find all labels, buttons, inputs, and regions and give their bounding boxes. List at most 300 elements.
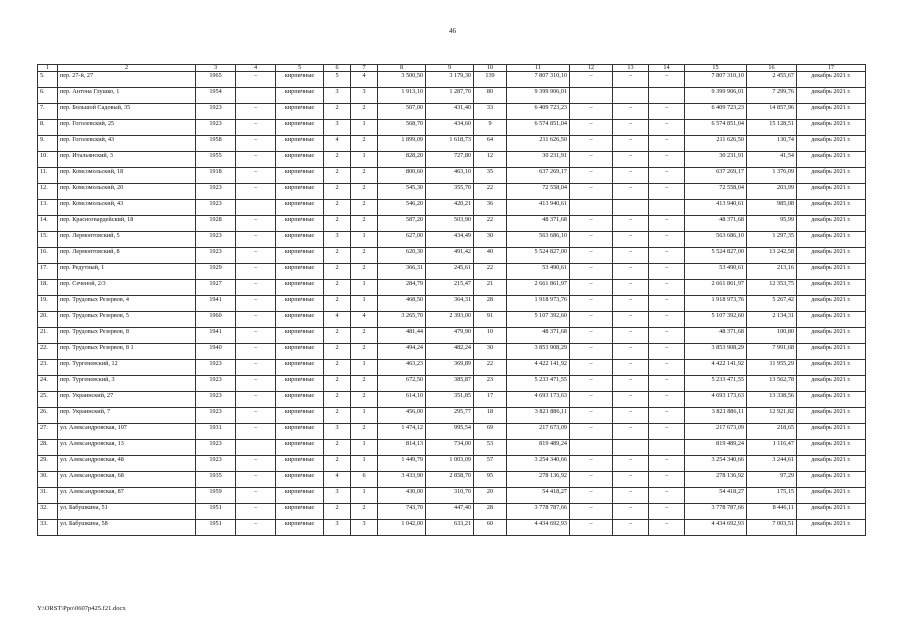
col-14-cell: – bbox=[649, 392, 685, 408]
row-number-cell: 16. bbox=[38, 248, 58, 264]
floors-cell: 4 bbox=[324, 136, 351, 152]
year-built-cell: 1955 bbox=[196, 152, 236, 168]
cost-per-sqm-cell: 213,16 bbox=[747, 264, 797, 280]
col-13-cell: – bbox=[613, 136, 649, 152]
table-row bbox=[38, 232, 866, 248]
col-13-cell: – bbox=[613, 408, 649, 424]
cost-total-cell: 217 673,09 bbox=[507, 424, 570, 440]
col-13-cell: – bbox=[613, 264, 649, 280]
address-cell: пер. Сеченой, 2/3 bbox=[58, 280, 196, 296]
wall-material-cell: кирпичные bbox=[276, 296, 324, 312]
col-13-cell: – bbox=[613, 104, 649, 120]
row-number-cell: 13. bbox=[38, 200, 58, 216]
residents-cell: 28 bbox=[474, 504, 507, 520]
col-14-cell: – bbox=[649, 312, 685, 328]
col-14-cell: – bbox=[649, 488, 685, 504]
cost-total-cell: 3 254 340,66 bbox=[507, 456, 570, 472]
col-13-cell: – bbox=[613, 456, 649, 472]
row-number-cell: 17. bbox=[38, 264, 58, 280]
year-built-cell: 1923 bbox=[196, 456, 236, 472]
col-4-cell: – bbox=[236, 104, 276, 120]
wall-material-cell: кирпичные bbox=[276, 344, 324, 360]
cost-repair-cell: 3 853 908,29 bbox=[685, 344, 747, 360]
cost-total-cell: 54 418,27 bbox=[507, 488, 570, 504]
deadline-cell: декабрь 2021 г. bbox=[797, 168, 866, 184]
entrances-cell: 3 bbox=[351, 88, 378, 104]
col-13-cell: – bbox=[613, 504, 649, 520]
address-cell: пер. Комсомольский, 43 bbox=[58, 200, 196, 216]
living-area-cell: 1 618,73 bbox=[426, 136, 474, 152]
floors-cell: 2 bbox=[324, 200, 351, 216]
col-14-cell: – bbox=[649, 296, 685, 312]
row-number-cell: 5. bbox=[38, 72, 58, 88]
deadline-cell: декабрь 2021 г. bbox=[797, 488, 866, 504]
year-built-cell: 1960 bbox=[196, 312, 236, 328]
entrances-cell: 2 bbox=[351, 392, 378, 408]
table-row bbox=[38, 168, 866, 184]
entrances-cell: 2 bbox=[351, 328, 378, 344]
footer-file-path: Y:\ORST\Ppo\0607p425.f21.docx bbox=[37, 605, 126, 612]
column-number-cell: 14 bbox=[649, 65, 685, 72]
table-row bbox=[38, 440, 866, 456]
residents-cell: 95 bbox=[474, 472, 507, 488]
deadline-cell: декабрь 2021 г. bbox=[797, 264, 866, 280]
year-built-cell: 1965 bbox=[196, 72, 236, 88]
table-row bbox=[38, 472, 866, 488]
cost-total-cell: 3 853 908,29 bbox=[507, 344, 570, 360]
cost-repair-cell: 48 371,68 bbox=[685, 328, 747, 344]
table-row bbox=[38, 376, 866, 392]
cost-repair-cell: 48 371,68 bbox=[685, 216, 747, 232]
total-area-cell: 456,00 bbox=[378, 408, 426, 424]
year-built-cell: 1940 bbox=[196, 344, 236, 360]
total-area-cell: 620,30 bbox=[378, 248, 426, 264]
col-12-cell: – bbox=[570, 488, 613, 504]
wall-material-cell: кирпичные bbox=[276, 216, 324, 232]
floors-cell: 2 bbox=[324, 152, 351, 168]
col-4-cell bbox=[236, 200, 276, 216]
col-4-cell: – bbox=[236, 328, 276, 344]
column-number-cell: 17 bbox=[797, 65, 866, 72]
col-12-cell: – bbox=[570, 168, 613, 184]
column-number-cell: 6 bbox=[324, 65, 351, 72]
cost-total-cell: 48 371,68 bbox=[507, 216, 570, 232]
residents-cell: 69 bbox=[474, 424, 507, 440]
col-14-cell: – bbox=[649, 360, 685, 376]
col-12-cell: – bbox=[570, 232, 613, 248]
table-row bbox=[38, 488, 866, 504]
table-row bbox=[38, 504, 866, 520]
floors-cell: 2 bbox=[324, 280, 351, 296]
entrances-cell: 2 bbox=[351, 376, 378, 392]
year-built-cell: 1918 bbox=[196, 168, 236, 184]
cost-total-cell: 563 686,10 bbox=[507, 232, 570, 248]
col-12-cell: – bbox=[570, 120, 613, 136]
living-area-cell: 2 858,70 bbox=[426, 472, 474, 488]
col-4-cell: – bbox=[236, 312, 276, 328]
col-13-cell: – bbox=[613, 184, 649, 200]
col-12-cell: – bbox=[570, 408, 613, 424]
year-built-cell: 1923 bbox=[196, 392, 236, 408]
cost-per-sqm-cell: 12 921,82 bbox=[747, 408, 797, 424]
residents-cell: 33 bbox=[474, 104, 507, 120]
deadline-cell: декабрь 2021 г. bbox=[797, 88, 866, 104]
entrances-cell: 1 bbox=[351, 280, 378, 296]
wall-material-cell: кирпичные bbox=[276, 456, 324, 472]
column-number-cell: 16 bbox=[747, 65, 797, 72]
col-12-cell bbox=[570, 440, 613, 456]
residents-cell: 17 bbox=[474, 392, 507, 408]
total-area-cell: 481,44 bbox=[378, 328, 426, 344]
deadline-cell: декабрь 2021 г. bbox=[797, 456, 866, 472]
entrances-cell: 2 bbox=[351, 168, 378, 184]
col-13-cell: – bbox=[613, 344, 649, 360]
cost-total-cell: 2 661 861,97 bbox=[507, 280, 570, 296]
residents-cell: 139 bbox=[474, 72, 507, 88]
cost-repair-cell: 3 778 787,66 bbox=[685, 504, 747, 520]
page-number: 46 bbox=[449, 27, 456, 35]
floors-cell: 2 bbox=[324, 264, 351, 280]
residents-cell: 23 bbox=[474, 376, 507, 392]
column-number-cell: 15 bbox=[685, 65, 747, 72]
year-built-cell: 1923 bbox=[196, 376, 236, 392]
floors-cell: 3 bbox=[324, 488, 351, 504]
deadline-cell: декабрь 2021 г. bbox=[797, 136, 866, 152]
col-13-cell: – bbox=[613, 376, 649, 392]
residents-cell: 80 bbox=[474, 88, 507, 104]
living-area-cell: 434,49 bbox=[426, 232, 474, 248]
residents-cell: 36 bbox=[474, 200, 507, 216]
row-number-cell: 27. bbox=[38, 424, 58, 440]
col-14-cell: – bbox=[649, 472, 685, 488]
cost-per-sqm-cell: 13 242,58 bbox=[747, 248, 797, 264]
address-cell: ул. Александровская, 13 bbox=[58, 440, 196, 456]
cost-repair-cell: 3 821 886,11 bbox=[685, 408, 747, 424]
residents-cell: 21 bbox=[474, 280, 507, 296]
col-12-cell: – bbox=[570, 312, 613, 328]
year-built-cell: 1923 bbox=[196, 184, 236, 200]
col-4-cell: – bbox=[236, 136, 276, 152]
cost-total-cell: 5 524 827,00 bbox=[507, 248, 570, 264]
deadline-cell: декабрь 2021 г. bbox=[797, 232, 866, 248]
row-number-cell: 19. bbox=[38, 296, 58, 312]
residents-cell: 22 bbox=[474, 360, 507, 376]
col-12-cell: – bbox=[570, 216, 613, 232]
entrances-cell: 1 bbox=[351, 120, 378, 136]
col-4-cell: – bbox=[236, 216, 276, 232]
wall-material-cell: кирпичные bbox=[276, 376, 324, 392]
col-14-cell: – bbox=[649, 248, 685, 264]
cost-per-sqm-cell: 8 446,11 bbox=[747, 504, 797, 520]
living-area-cell: 3 179,30 bbox=[426, 72, 474, 88]
total-area-cell: 814,13 bbox=[378, 440, 426, 456]
column-number-cell: 10 bbox=[474, 65, 507, 72]
cost-total-cell: 6 409 723,23 bbox=[507, 104, 570, 120]
cost-per-sqm-cell: 14 857,96 bbox=[747, 104, 797, 120]
column-number-cell: 9 bbox=[426, 65, 474, 72]
col-12-cell: – bbox=[570, 136, 613, 152]
column-number-cell: 11 bbox=[507, 65, 570, 72]
living-area-cell: 463,10 bbox=[426, 168, 474, 184]
col-12-cell: – bbox=[570, 296, 613, 312]
cost-per-sqm-cell: 218,65 bbox=[747, 424, 797, 440]
cost-per-sqm-cell: 2 134,31 bbox=[747, 312, 797, 328]
col-4-cell: – bbox=[236, 280, 276, 296]
col-12-cell bbox=[570, 88, 613, 104]
cost-per-sqm-cell: 175,15 bbox=[747, 488, 797, 504]
row-number-cell: 9. bbox=[38, 136, 58, 152]
total-area-cell: 1 899,09 bbox=[378, 136, 426, 152]
residents-cell: 60 bbox=[474, 520, 507, 536]
col-13-cell: – bbox=[613, 360, 649, 376]
wall-material-cell: кирпичные bbox=[276, 472, 324, 488]
wall-material-cell: кирпичные bbox=[276, 72, 324, 88]
residents-cell: 10 bbox=[474, 328, 507, 344]
entrances-cell: 2 bbox=[351, 424, 378, 440]
cost-per-sqm-cell: 7 299,76 bbox=[747, 88, 797, 104]
row-number-cell: 11. bbox=[38, 168, 58, 184]
entrances-cell: 2 bbox=[351, 216, 378, 232]
cost-total-cell: 5 233 471,55 bbox=[507, 376, 570, 392]
row-number-cell: 31. bbox=[38, 488, 58, 504]
col-4-cell: – bbox=[236, 72, 276, 88]
row-number-cell: 24. bbox=[38, 376, 58, 392]
deadline-cell: декабрь 2021 г. bbox=[797, 472, 866, 488]
cost-repair-cell: 9 399 906,01 bbox=[685, 88, 747, 104]
cost-repair-cell: 6 574 851,04 bbox=[685, 120, 747, 136]
living-area-cell: 447,40 bbox=[426, 504, 474, 520]
col-12-cell: – bbox=[570, 72, 613, 88]
col-12-cell: – bbox=[570, 184, 613, 200]
entrances-cell: 2 bbox=[351, 264, 378, 280]
col-4-cell: – bbox=[236, 424, 276, 440]
cost-per-sqm-cell: 985,08 bbox=[747, 200, 797, 216]
floors-cell: 3 bbox=[324, 232, 351, 248]
column-number-cell: 8 bbox=[378, 65, 426, 72]
entrances-cell: 6 bbox=[351, 472, 378, 488]
column-number-cell: 1 bbox=[38, 65, 58, 72]
cost-repair-cell: 5 107 392,60 bbox=[685, 312, 747, 328]
residents-cell: 57 bbox=[474, 456, 507, 472]
residents-cell: 35 bbox=[474, 168, 507, 184]
table-row bbox=[38, 520, 866, 536]
table-row bbox=[38, 104, 866, 120]
col-14-cell: – bbox=[649, 280, 685, 296]
total-area-cell: 828,20 bbox=[378, 152, 426, 168]
entrances-cell: 2 bbox=[351, 248, 378, 264]
deadline-cell: декабрь 2021 г. bbox=[797, 72, 866, 88]
col-4-cell: – bbox=[236, 360, 276, 376]
year-built-cell: 1954 bbox=[196, 88, 236, 104]
residents-cell: 30 bbox=[474, 344, 507, 360]
col-14-cell: – bbox=[649, 104, 685, 120]
living-area-cell: 385,87 bbox=[426, 376, 474, 392]
living-area-cell: 479,90 bbox=[426, 328, 474, 344]
wall-material-cell: кирпичные bbox=[276, 408, 324, 424]
cost-total-cell: 72 558,04 bbox=[507, 184, 570, 200]
cost-total-cell: 819 489,24 bbox=[507, 440, 570, 456]
deadline-cell: декабрь 2021 г. bbox=[797, 216, 866, 232]
col-12-cell: – bbox=[570, 456, 613, 472]
col-14-cell: – bbox=[649, 520, 685, 536]
cost-total-cell: 4 434 692,93 bbox=[507, 520, 570, 536]
total-area-cell: 627,00 bbox=[378, 232, 426, 248]
total-area-cell: 1 913,10 bbox=[378, 88, 426, 104]
floors-cell: 3 bbox=[324, 424, 351, 440]
cost-total-cell: 5 107 392,60 bbox=[507, 312, 570, 328]
col-4-cell bbox=[236, 440, 276, 456]
cost-repair-cell: 819 489,24 bbox=[685, 440, 747, 456]
deadline-cell: декабрь 2021 г. bbox=[797, 440, 866, 456]
col-13-cell: – bbox=[613, 520, 649, 536]
year-built-cell: 1941 bbox=[196, 328, 236, 344]
floors-cell: 2 bbox=[324, 376, 351, 392]
wall-material-cell: кирпичные bbox=[276, 232, 324, 248]
col-4-cell: – bbox=[236, 456, 276, 472]
col-12-cell: – bbox=[570, 392, 613, 408]
wall-material-cell: кирпичные bbox=[276, 328, 324, 344]
row-number-cell: 29. bbox=[38, 456, 58, 472]
col-4-cell: – bbox=[236, 472, 276, 488]
address-cell: пер. Украинский, 7 bbox=[58, 408, 196, 424]
table-row bbox=[38, 392, 866, 408]
deadline-cell: декабрь 2021 г. bbox=[797, 520, 866, 536]
row-number-cell: 33. bbox=[38, 520, 58, 536]
floors-cell: 5 bbox=[324, 72, 351, 88]
cost-total-cell: 413 940,61 bbox=[507, 200, 570, 216]
cost-per-sqm-cell: 7 991,68 bbox=[747, 344, 797, 360]
wall-material-cell: кирпичные bbox=[276, 280, 324, 296]
col-4-cell: – bbox=[236, 504, 276, 520]
living-area-cell: 364,31 bbox=[426, 296, 474, 312]
table-row bbox=[38, 344, 866, 360]
table-row bbox=[38, 72, 866, 88]
cost-per-sqm-cell: 95,99 bbox=[747, 216, 797, 232]
row-number-cell: 28. bbox=[38, 440, 58, 456]
cost-per-sqm-cell: 1 376,09 bbox=[747, 168, 797, 184]
cost-per-sqm-cell: 12 353,75 bbox=[747, 280, 797, 296]
col-12-cell: – bbox=[570, 360, 613, 376]
total-area-cell: 284,79 bbox=[378, 280, 426, 296]
floors-cell: 2 bbox=[324, 440, 351, 456]
living-area-cell: 633,21 bbox=[426, 520, 474, 536]
cost-per-sqm-cell: 15 128,51 bbox=[747, 120, 797, 136]
living-area-cell: 491,42 bbox=[426, 248, 474, 264]
year-built-cell: 1923 bbox=[196, 104, 236, 120]
entrances-cell: 4 bbox=[351, 312, 378, 328]
cost-repair-cell: 4 693 173,63 bbox=[685, 392, 747, 408]
table-row bbox=[38, 216, 866, 232]
address-cell: пер. Большой Садовый, 35 bbox=[58, 104, 196, 120]
floors-cell: 2 bbox=[324, 456, 351, 472]
cost-repair-cell: 7 807 310,10 bbox=[685, 72, 747, 88]
deadline-cell: декабрь 2021 г. bbox=[797, 200, 866, 216]
deadline-cell: декабрь 2021 г. bbox=[797, 296, 866, 312]
wall-material-cell: кирпичные bbox=[276, 424, 324, 440]
col-14-cell: – bbox=[649, 376, 685, 392]
floors-cell: 2 bbox=[324, 408, 351, 424]
col-13-cell: – bbox=[613, 216, 649, 232]
table-row bbox=[38, 264, 866, 280]
cost-repair-cell: 4 434 692,93 bbox=[685, 520, 747, 536]
floors-cell: 2 bbox=[324, 344, 351, 360]
total-area-cell: 1 474,12 bbox=[378, 424, 426, 440]
address-cell: пер. Трудовых Резервов, 8 bbox=[58, 328, 196, 344]
col-4-cell: – bbox=[236, 248, 276, 264]
total-area-cell: 494,24 bbox=[378, 344, 426, 360]
row-number-cell: 30. bbox=[38, 472, 58, 488]
cost-repair-cell: 217 673,09 bbox=[685, 424, 747, 440]
year-built-cell: 1929 bbox=[196, 264, 236, 280]
year-built-cell: 1958 bbox=[196, 136, 236, 152]
cost-per-sqm-cell: 41,54 bbox=[747, 152, 797, 168]
col-13-cell: – bbox=[613, 328, 649, 344]
residents-cell: 22 bbox=[474, 216, 507, 232]
total-area-cell: 3 265,70 bbox=[378, 312, 426, 328]
row-number-cell: 26. bbox=[38, 408, 58, 424]
year-built-cell: 1927 bbox=[196, 280, 236, 296]
column-number-cell: 3 bbox=[196, 65, 236, 72]
col-12-cell: – bbox=[570, 104, 613, 120]
col-13-cell: – bbox=[613, 392, 649, 408]
year-built-cell: 1951 bbox=[196, 504, 236, 520]
total-area-cell: 1 449,79 bbox=[378, 456, 426, 472]
column-number-cell: 2 bbox=[58, 65, 196, 72]
registry-table bbox=[37, 64, 866, 536]
col-14-cell: – bbox=[649, 424, 685, 440]
cost-repair-cell: 278 136,92 bbox=[685, 472, 747, 488]
col-4-cell: – bbox=[236, 392, 276, 408]
address-cell: ул. Александровская, 107 bbox=[58, 424, 196, 440]
floors-cell: 3 bbox=[324, 120, 351, 136]
row-number-cell: 32. bbox=[38, 504, 58, 520]
living-area-cell: 310,70 bbox=[426, 488, 474, 504]
col-4-cell: – bbox=[236, 184, 276, 200]
col-12-cell: – bbox=[570, 152, 613, 168]
year-built-cell: 1923 bbox=[196, 200, 236, 216]
column-number-cell: 13 bbox=[613, 65, 649, 72]
residents-cell: 53 bbox=[474, 440, 507, 456]
row-number-cell: 23. bbox=[38, 360, 58, 376]
col-13-cell: – bbox=[613, 280, 649, 296]
address-cell: пер. Антона Глушко, 1 bbox=[58, 88, 196, 104]
address-cell: пер. Украинский, 27 bbox=[58, 392, 196, 408]
total-area-cell: 743,70 bbox=[378, 504, 426, 520]
table-row bbox=[38, 248, 866, 264]
col-12-cell: – bbox=[570, 344, 613, 360]
cost-total-cell: 3 821 886,11 bbox=[507, 408, 570, 424]
entrances-cell: 1 bbox=[351, 456, 378, 472]
living-area-cell: 351,85 bbox=[426, 392, 474, 408]
floors-cell: 2 bbox=[324, 392, 351, 408]
cost-repair-cell: 54 418,27 bbox=[685, 488, 747, 504]
col-13-cell bbox=[613, 88, 649, 104]
entrances-cell: 2 bbox=[351, 136, 378, 152]
column-number-cell: 5 bbox=[276, 65, 324, 72]
col-4-cell: – bbox=[236, 152, 276, 168]
cost-repair-cell: 413 940,61 bbox=[685, 200, 747, 216]
col-13-cell: – bbox=[613, 72, 649, 88]
col-13-cell: – bbox=[613, 120, 649, 136]
row-number-cell: 15. bbox=[38, 232, 58, 248]
address-cell: ул. Бабушкина, 51 bbox=[58, 504, 196, 520]
deadline-cell: декабрь 2021 г. bbox=[797, 120, 866, 136]
deadline-cell: декабрь 2021 г. bbox=[797, 424, 866, 440]
deadline-cell: декабрь 2021 г. bbox=[797, 280, 866, 296]
cost-repair-cell: 211 626,50 bbox=[685, 136, 747, 152]
cost-total-cell: 48 371,68 bbox=[507, 328, 570, 344]
living-area-cell: 727,80 bbox=[426, 152, 474, 168]
